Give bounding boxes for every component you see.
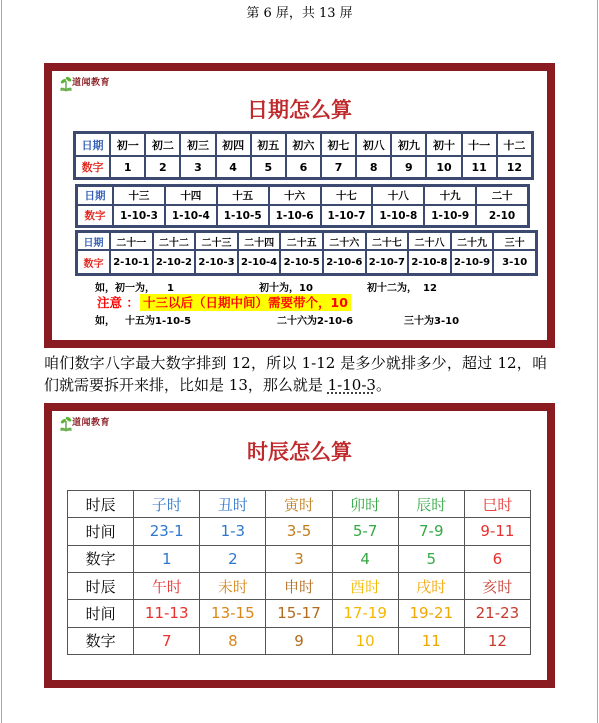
shichen-cell: 7-9 <box>398 518 464 545</box>
page-left-border <box>1 0 2 723</box>
date-header-cell: 初七 <box>321 133 356 156</box>
row-label-date: 日期 <box>77 232 110 250</box>
date-header-cell: 初四 <box>216 133 251 156</box>
shichen-row <box>68 600 531 627</box>
shichen-cell: 23-1 <box>134 518 200 545</box>
example-label: 初十为， <box>259 283 299 294</box>
date-value-cell: 4 <box>216 156 251 178</box>
date-header-cell: 初三 <box>180 133 215 156</box>
date-value-cell: 2-10-4 <box>238 250 281 274</box>
date-header-cell: 三十 <box>493 232 536 250</box>
shichen-cell: 5 <box>398 545 464 572</box>
date-header-cell: 初六 <box>286 133 321 156</box>
row-label-number: 数字 <box>77 250 110 274</box>
page-right-border <box>597 0 598 723</box>
shichen-cell: 8 <box>200 627 266 654</box>
date-value-cell: 2-10-2 <box>153 250 196 274</box>
date-value-cell: 1-10-6 <box>269 205 321 226</box>
shichen-row-label: 时辰 <box>68 572 134 599</box>
date-value-cell: 10 <box>426 156 461 178</box>
date-table-2 <box>75 184 530 228</box>
shichen-cell: 9 <box>266 627 332 654</box>
date-header-cell: 十六 <box>269 186 321 205</box>
note-label: 注意 ： <box>97 295 139 310</box>
row-label-number: 数字 <box>77 205 113 226</box>
shichen-table <box>67 490 531 655</box>
shichen-cell: 6 <box>464 545 530 572</box>
shichen-cell: 11 <box>398 627 464 654</box>
date-table-header-row <box>77 186 528 205</box>
date-value-cell: 2-10-1 <box>110 250 153 274</box>
example-label: 初十二为， <box>367 283 417 294</box>
date-header-cell: 二十二 <box>153 232 196 250</box>
shichen-cell: 午时 <box>134 572 200 599</box>
shichen-row-label: 时间 <box>68 600 134 627</box>
shichen-cell: 卯时 <box>332 491 398 518</box>
date-table-1 <box>73 131 534 180</box>
body-paragraph <box>44 352 547 396</box>
date-table-header-row <box>77 232 536 250</box>
date-header-cell: 二十九 <box>451 232 494 250</box>
date-header-cell: 二十六 <box>323 232 366 250</box>
date-value-cell: 7 <box>321 156 356 178</box>
shichen-cell: 子时 <box>134 491 200 518</box>
date-header-cell: 十二 <box>497 133 532 156</box>
shichen-cell: 19-21 <box>398 600 464 627</box>
underlined-example: 1-10-3 <box>327 376 376 394</box>
row-label-number: 数字 <box>75 156 110 178</box>
date-table-header-row <box>75 133 532 156</box>
shichen-cell: 1-3 <box>200 518 266 545</box>
date-header-cell: 初二 <box>145 133 180 156</box>
shichen-cell: 21-23 <box>464 600 530 627</box>
example-value: 1 <box>167 283 174 294</box>
shichen-row <box>68 572 531 599</box>
date-value-cell: 8 <box>356 156 391 178</box>
date-header-cell: 二十八 <box>408 232 451 250</box>
date-value-cell: 2-10-3 <box>195 250 238 274</box>
shichen-cell: 巳时 <box>464 491 530 518</box>
date-value-cell: 2-10-5 <box>280 250 323 274</box>
date-header-cell: 初一 <box>110 133 145 156</box>
shichen-cell: 4 <box>332 545 398 572</box>
logo-text: 道闻教育 <box>72 78 111 88</box>
date-value-cell: 2 <box>145 156 180 178</box>
shichen-row-label: 数字 <box>68 627 134 654</box>
shichen-cell: 11-13 <box>134 600 200 627</box>
date-header-cell: 二十一 <box>110 232 153 250</box>
shichen-row-label: 时辰 <box>68 491 134 518</box>
shichen-row-label: 时间 <box>68 518 134 545</box>
date-table-3 <box>75 230 538 276</box>
example-item: 十五为1-10-5 <box>125 316 192 327</box>
date-header-cell: 二十七 <box>366 232 409 250</box>
shichen-cell: 未时 <box>200 572 266 599</box>
date-value-cell: 3 <box>180 156 215 178</box>
shichen-cell: 15-17 <box>266 600 332 627</box>
date-header-cell: 二十五 <box>280 232 323 250</box>
date-value-cell: 2-10-6 <box>323 250 366 274</box>
sprout-logo-icon <box>60 415 72 432</box>
date-value-cell: 1-10-9 <box>424 205 476 226</box>
date-header-cell: 十七 <box>321 186 373 205</box>
date-value-cell: 1-10-3 <box>113 205 165 226</box>
date-value-cell: 9 <box>391 156 426 178</box>
date-value-cell: 2-10-7 <box>366 250 409 274</box>
shichen-cell: 17-19 <box>332 600 398 627</box>
figure-title: 日期怎么算 <box>247 98 352 122</box>
date-value-cell: 1 <box>110 156 145 178</box>
example-value: 12 <box>423 283 437 294</box>
date-value-cell: 1-10-7 <box>321 205 373 226</box>
note-highlight-text: 十三以后（日期中间）需要带个，10 <box>140 294 351 311</box>
date-calculation-figure <box>44 63 555 348</box>
shichen-cell: 寅时 <box>266 491 332 518</box>
date-table-value-row <box>77 205 528 226</box>
date-table-value-row <box>75 156 532 178</box>
paragraph-end: 。 <box>375 376 391 394</box>
page-counter: 第 6 屏，共 13 屏 <box>246 6 353 21</box>
date-header-cell: 初十 <box>426 133 461 156</box>
shichen-cell: 7 <box>134 627 200 654</box>
shichen-row <box>68 545 531 572</box>
date-header-cell: 十九 <box>424 186 476 205</box>
date-header-cell: 初九 <box>391 133 426 156</box>
shichen-cell: 13-15 <box>200 600 266 627</box>
row-label-date: 日期 <box>77 186 113 205</box>
shichen-cell: 亥时 <box>464 572 530 599</box>
shichen-cell: 辰时 <box>398 491 464 518</box>
logo <box>60 415 120 433</box>
date-header-cell: 初八 <box>356 133 391 156</box>
shichen-cell: 5-7 <box>332 518 398 545</box>
shichen-cell: 10 <box>332 627 398 654</box>
shichen-calculation-figure <box>44 403 555 688</box>
paragraph-text: 咱们数字八字最大数字排到 12，所以 1-12 是多少就排多少，超过 12，咱们就需要拆开来排，比如是 13，那么就是 <box>44 354 547 394</box>
shichen-cell: 9-11 <box>464 518 530 545</box>
date-value-cell: 6 <box>286 156 321 178</box>
date-header-cell: 二十 <box>476 186 528 205</box>
date-value-cell: 1-10-4 <box>165 205 217 226</box>
date-value-cell: 1-10-8 <box>372 205 424 226</box>
shichen-cell: 1 <box>134 545 200 572</box>
shichen-cell: 3 <box>266 545 332 572</box>
shichen-cell: 申时 <box>266 572 332 599</box>
example-value: 10 <box>299 283 313 294</box>
date-value-cell: 5 <box>251 156 286 178</box>
date-value-cell: 1-10-5 <box>217 205 269 226</box>
example-item <box>367 282 437 296</box>
date-header-cell: 二十四 <box>238 232 281 250</box>
shichen-row-label: 数字 <box>68 545 134 572</box>
shichen-cell: 12 <box>464 627 530 654</box>
shichen-cell: 酉时 <box>332 572 398 599</box>
date-value-cell: 2-10-9 <box>451 250 494 274</box>
shichen-row <box>68 518 531 545</box>
date-value-cell: 3-10 <box>493 250 536 274</box>
example-item: 二十六为2-10-6 <box>277 316 354 327</box>
figure-title: 时辰怎么算 <box>247 440 352 464</box>
date-value-cell: 11 <box>462 156 497 178</box>
date-header-cell: 二十三 <box>195 232 238 250</box>
date-value-cell: 12 <box>497 156 532 178</box>
logo <box>60 75 120 93</box>
date-header-cell: 十三 <box>113 186 165 205</box>
date-value-cell: 2-10-8 <box>408 250 451 274</box>
shichen-row <box>68 627 531 654</box>
logo-text: 道闻教育 <box>72 418 111 428</box>
shichen-cell: 丑时 <box>200 491 266 518</box>
date-header-cell: 十五 <box>217 186 269 205</box>
example-label: 如，初一为， <box>95 283 155 294</box>
example-item: 三十为3-10 <box>404 316 460 327</box>
date-header-cell: 十八 <box>372 186 424 205</box>
date-header-cell: 十一 <box>462 133 497 156</box>
row-label-date: 日期 <box>75 133 110 156</box>
date-value-cell: 2-10 <box>476 205 528 226</box>
shichen-cell: 2 <box>200 545 266 572</box>
date-header-cell: 十四 <box>165 186 217 205</box>
date-table-value-row <box>77 250 536 274</box>
shichen-row <box>68 491 531 518</box>
shichen-cell: 戌时 <box>398 572 464 599</box>
sprout-logo-icon <box>60 75 72 92</box>
date-header-cell: 初五 <box>251 133 286 156</box>
shichen-cell: 3-5 <box>266 518 332 545</box>
example-prefix: 如， <box>95 316 115 327</box>
